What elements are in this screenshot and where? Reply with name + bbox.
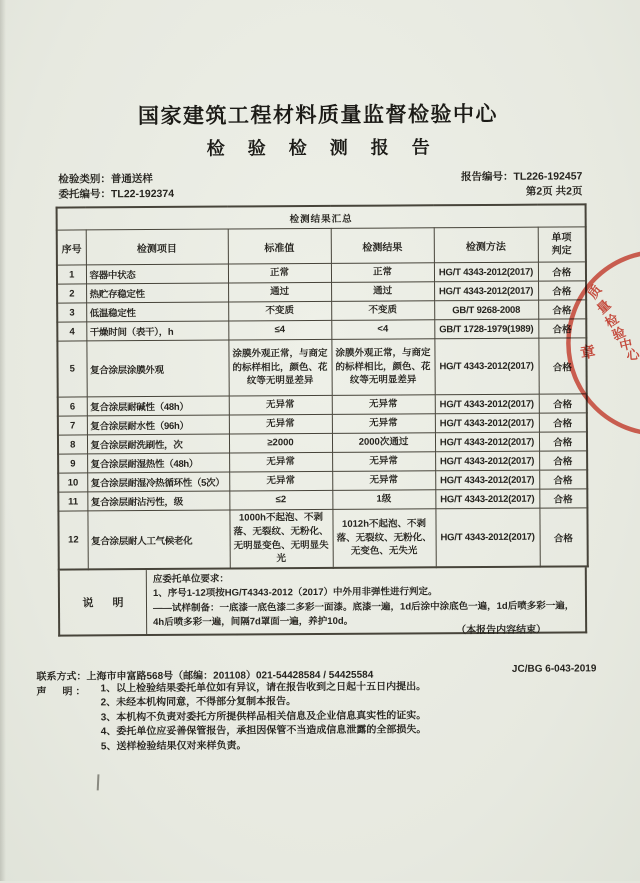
results-table-wrap [56,203,588,636]
statement-block [36,679,601,754]
note-line: 1、序号1-12项按HG/T4343-2012（2017）中外用非弹性进行判定。 [152,586,438,600]
cell-judgement: 合格 [538,281,586,300]
cell-test-result: <4 [331,320,434,340]
cell-judgement: 合格 [538,319,586,338]
column-header: 单项判定 [538,227,586,262]
cell-test-method: HG/T 4343-2012(2017) [434,281,538,301]
cell-standard-value: 1000h不起泡、不剥落、无裂纹、无粉化、无明显变色、无明显失光 [229,509,332,568]
cell-test-method: HG/T 4343-2012(2017) [435,470,539,490]
cell-test-method: HG/T 4343-2012(2017) [435,432,539,452]
cell-test-item: 热贮存稳定性 [86,283,228,303]
table-header-row [57,227,586,265]
cell-test-item: 复合涂层耐水性（96h） [87,415,229,435]
column-header: 检测结果 [331,228,434,264]
cell-serial-no: 5 [57,341,86,397]
cell-judgement: 合格 [539,394,587,413]
cell-test-item: 复合涂层耐碱性（48h） [87,396,229,416]
cell-judgement: 合格 [539,451,587,470]
report-title: 检 验 检 测 报 告 [206,137,439,159]
seal-arc-char: 验 [609,324,628,344]
notes-label: 说 明 [60,570,147,635]
cell-judgement: 合格 [539,470,587,489]
cell-judgement: 合格 [539,508,587,567]
cell-test-result: 涂膜外观正常，与商定的标样相比，颜色、花纹等无明显差异 [331,339,434,396]
table-caption-row [57,204,586,230]
cell-serial-no: 8 [58,435,87,454]
commission-number: 委托编号：TL22-192374 [58,187,175,201]
cell-test-method: GB/T 9268-2008 [434,300,538,320]
cell-test-method: HG/T 4343-2012(2017) [435,394,539,414]
cell-test-result: 无异常 [332,471,435,491]
cell-test-method: HG/T 4343-2012(2017) [435,508,539,567]
seal-arc-char: 质 [584,282,605,302]
cell-test-item: 复合涂层耐沾污性，级 [87,491,229,511]
table-row [57,338,586,397]
cell-judgement: 合格 [538,338,586,394]
note-line: 应委托单位要求： [152,573,229,586]
document-code: JC/BG 6-043-2019 [511,663,597,675]
seal-arc-char: 中 [617,335,634,354]
statement-label: 声 明： [36,686,89,698]
cell-standard-value: ≤4 [228,320,331,340]
column-header: 检测方法 [434,227,538,263]
report-number: 报告编号：TL226-192457 [460,170,583,184]
note-line: ——试样制备：一底漆一底色漆二多彩一面漆。底漆一遍，1d后涂中涂底色一遍，1d后喷多彩一遍，4h后喷多彩一遍，间隔7d罩面一遍，养护10d。 [152,600,575,628]
cell-judgement: 合格 [538,300,586,319]
results-table [56,203,589,570]
cell-test-item: 复合涂层耐洗刷性，次 [87,434,229,454]
statement-item: 5、送样检验结果仅对来样负责。 [100,740,247,752]
seal-arc-char: 检 [602,310,622,331]
cell-standard-value: 通过 [228,282,331,302]
cell-standard-value: ≤2 [229,490,332,510]
statement-items [100,680,426,754]
statement-item: 3、本机构不负责对委托方所提供样品相关信息及企业信息真实性的证实。 [100,710,427,724]
cell-test-result: 1012h不起泡、不剥落、无裂纹、无粉化、无变色、无失光 [332,509,435,568]
cell-test-method: HG/T 4343-2012(2017) [435,489,539,509]
cell-test-item: 低温稳定性 [86,302,228,322]
statement-item: 1、以上检验结果委托单位如有异议，请在报告收到之日起十五日内提出。 [100,681,427,695]
column-header: 标准值 [228,228,331,264]
cell-test-result: 不变质 [331,301,434,321]
table-caption: 检测结果汇总 [57,204,586,230]
contact-line: 联系方式：上海市申富路568号（邮编：201108）021-54428584 / 54425584 [36,669,374,683]
statement-item: 2、未经本机构同意，不得部分复制本报告。 [100,696,297,709]
cell-serial-no: 9 [58,454,87,473]
cell-standard-value: 无异常 [229,471,332,491]
meta-left [58,172,174,203]
cell-test-result: 无异常 [332,414,435,434]
cell-serial-no: 3 [57,303,86,322]
cell-test-method: HG/T 4343-2012(2017) [434,338,538,395]
seal-arc-char: 量 [593,296,614,317]
cell-test-method: HG/T 4343-2012(2017) [435,413,539,433]
cell-judgement: 合格 [539,432,587,451]
cell-test-result: 无异常 [332,452,435,472]
cell-standard-value: ≥2000 [229,433,332,453]
cell-judgement: 合格 [538,262,586,281]
cell-standard-value: 不变质 [228,301,331,321]
cell-standard-value: 涂膜外观正常，与商定的标样相比，颜色、花纹等无明显差异 [228,339,331,396]
cell-test-method: HG/T 4343-2012(2017) [435,451,539,471]
cell-test-result: 正常 [331,263,434,283]
cell-standard-value: 无异常 [229,395,332,415]
end-of-report-note: （本报告内容结束） [456,624,547,637]
table-row [58,508,587,570]
meta-right [461,169,583,200]
cell-test-item: 容器中状态 [86,264,228,284]
cell-serial-no: 10 [58,473,87,492]
cell-test-result: 1级 [332,490,435,510]
cell-judgement: 合格 [539,413,587,432]
seal-zhang-char: 章 [579,343,597,363]
cell-serial-no: 12 [58,511,87,570]
cell-test-method: GB/T 1728-1979(1989) [434,319,538,339]
cell-serial-no: 4 [57,322,86,341]
cell-test-item: 复合涂层耐湿热性（48h） [87,453,229,473]
cell-standard-value: 正常 [228,263,331,283]
column-header: 检测项目 [86,229,228,265]
inspection-category: 检验类别：普通送样 [58,173,153,186]
cell-serial-no: 2 [57,284,86,303]
statement-item: 4、委托单位应妥善保管报告，承担因保管不当造成信息泄露的全部损失。 [100,724,427,738]
cell-test-result: 无异常 [332,395,435,415]
page-info: 第2页 共2页 [525,185,583,198]
cell-test-result: 2000次通过 [332,433,435,453]
cell-standard-value: 无异常 [229,414,332,434]
cell-test-item: 复合涂层涂膜外观 [86,340,228,397]
cell-judgement: 合格 [539,489,587,508]
cell-standard-value: 无异常 [229,452,332,472]
cell-test-method: HG/T 4343-2012(2017) [434,262,538,282]
cell-serial-no: 1 [57,265,86,284]
cell-serial-no: 7 [58,416,87,435]
center-name: 国家建筑工程材料质量监督检验中心 [137,102,499,129]
cell-serial-no: 6 [58,397,87,416]
column-header: 序号 [57,230,86,265]
cell-serial-no: 11 [58,492,87,511]
cell-test-item: 复合涂层耐人工气候老化 [87,510,229,569]
seal-arc-char: 心 [625,346,640,363]
cell-test-result: 通过 [331,282,434,302]
scan-artifact-mark [97,774,99,790]
cell-test-item: 复合涂层耐湿冷热循环性（5次） [87,472,229,492]
cell-test-item: 干燥时间（表干），h [86,321,228,341]
